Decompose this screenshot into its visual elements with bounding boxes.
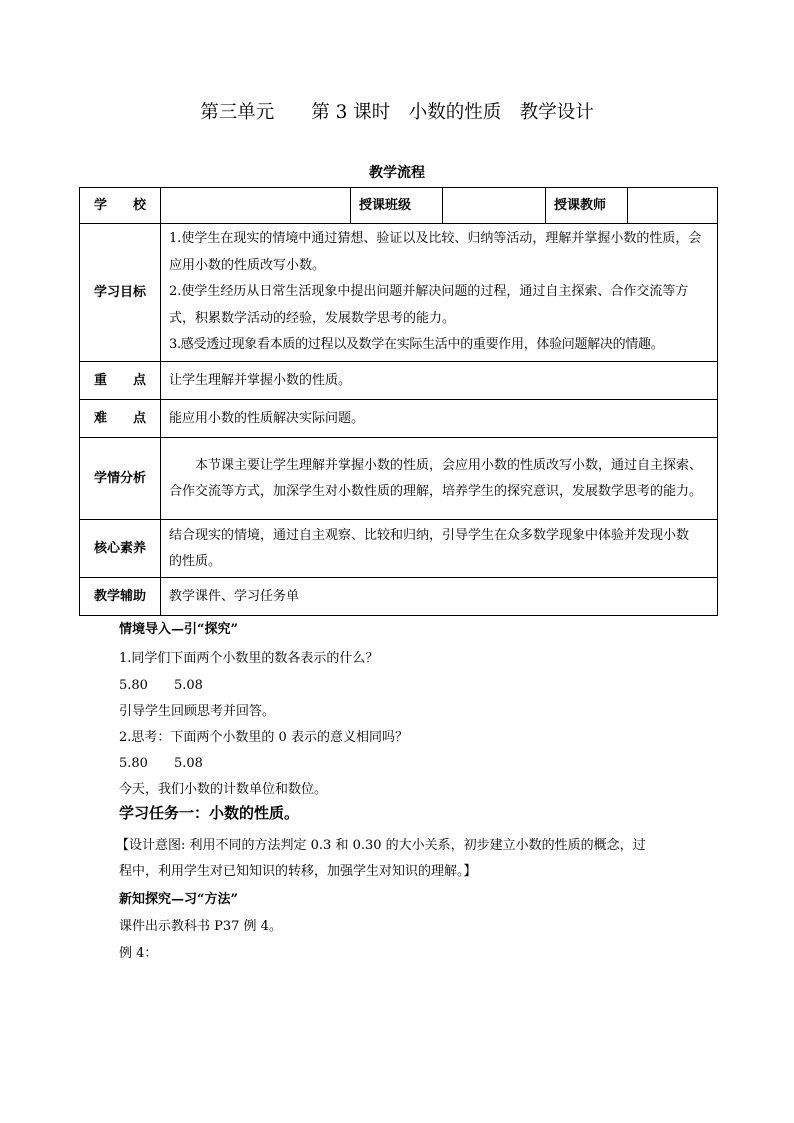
goals-label: 学习目标 — [80, 224, 161, 362]
goal-item: 2.使学生经历从日常生活现象中提出问题并解决问题的过程，通过自主探索、合作交流等方式，积累数学活动的经验，发展数学思考的能力。 — [169, 284, 689, 326]
task-heading: 学习任务一：小数的性质。 — [119, 804, 300, 822]
key-point-value: 让学生理解并掌握小数的性质。 — [161, 362, 718, 400]
school-label: 学 校 — [80, 188, 161, 224]
table-row — [80, 362, 718, 400]
lesson-info-table — [79, 187, 718, 616]
school-value — [161, 188, 351, 224]
analysis-value: 本节课主要让学生理解并掌握小数的性质，会应用小数的性质改写小数，通过自主探索、合作交流等方式，加深学生对小数性质的理解，培养学生的探究意识，发展数学思考的能力。 — [161, 438, 718, 520]
table-row — [80, 438, 718, 520]
difficulty-label: 难 点 — [80, 400, 161, 438]
example-label: 例 4： — [119, 946, 158, 961]
teacher-value — [628, 188, 718, 224]
guide-text: 引导学生回顾思考并回答。 — [119, 704, 276, 719]
table-row — [80, 224, 718, 362]
teacher-label: 授课教师 — [546, 188, 628, 224]
table-row — [80, 188, 718, 224]
question-1: 1.同学们下面两个小数里的数各表示的什么？ — [119, 651, 379, 666]
numbers-2: 5.80 5.08 — [119, 756, 203, 771]
analysis-label: 学情分析 — [80, 438, 161, 520]
table-caption: 教学流程 — [369, 165, 425, 181]
design-intent-line-1: 【设计意图: 利用不同的方法判定 0.3 和 0.30 的大小关系，初步建立小数的性质的概念，过 — [116, 838, 646, 853]
literacy-label: 核心素养 — [80, 520, 161, 578]
table-row — [80, 578, 718, 616]
courseware-text: 课件出示教科书 P37 例 4。 — [119, 919, 282, 934]
question-2: 2.思考：下面两个小数里的 0 表示的意义相同吗？ — [119, 730, 408, 745]
intro-heading: 情境导入—引“探究” — [119, 622, 238, 637]
goal-item: 1.使学生在现实的情境中通过猜想、验证以及比较、归纳等活动，理解并掌握小数的性质，会应用小数的性质改写小数。 — [169, 231, 702, 273]
document-title: 第三单元 第 3 课时 小数的性质 教学设计 — [200, 102, 594, 123]
today-text: 今天，我们小数的计数单位和数位。 — [119, 782, 328, 797]
literacy-value: 结合现实的情境，通过自主观察、比较和归纳，引导学生在众多数学现象中体验并发现小数的性质。 — [161, 520, 718, 578]
numbers-1: 5.80 5.08 — [119, 678, 203, 693]
table-row — [80, 400, 718, 438]
class-value — [443, 188, 546, 224]
aids-value: 教学课件、学习任务单 — [161, 578, 718, 616]
goals-cell — [161, 224, 718, 362]
class-label: 授课班级 — [351, 188, 443, 224]
table-row — [80, 520, 718, 578]
key-point-label: 重 点 — [80, 362, 161, 400]
goal-item: 3.感受透过现象看本质的过程以及数学在实际生活中的重要作用，体验问题解决的情趣。 — [169, 337, 664, 353]
aids-label: 教学辅助 — [80, 578, 161, 616]
explore-heading: 新知探究—习“方法” — [119, 892, 238, 907]
design-intent-line-2: 程中，利用学生对已知知识的转移，加强学生对知识的理解。】 — [119, 864, 477, 879]
difficulty-value: 能应用小数的性质解决实际问题。 — [161, 400, 718, 438]
